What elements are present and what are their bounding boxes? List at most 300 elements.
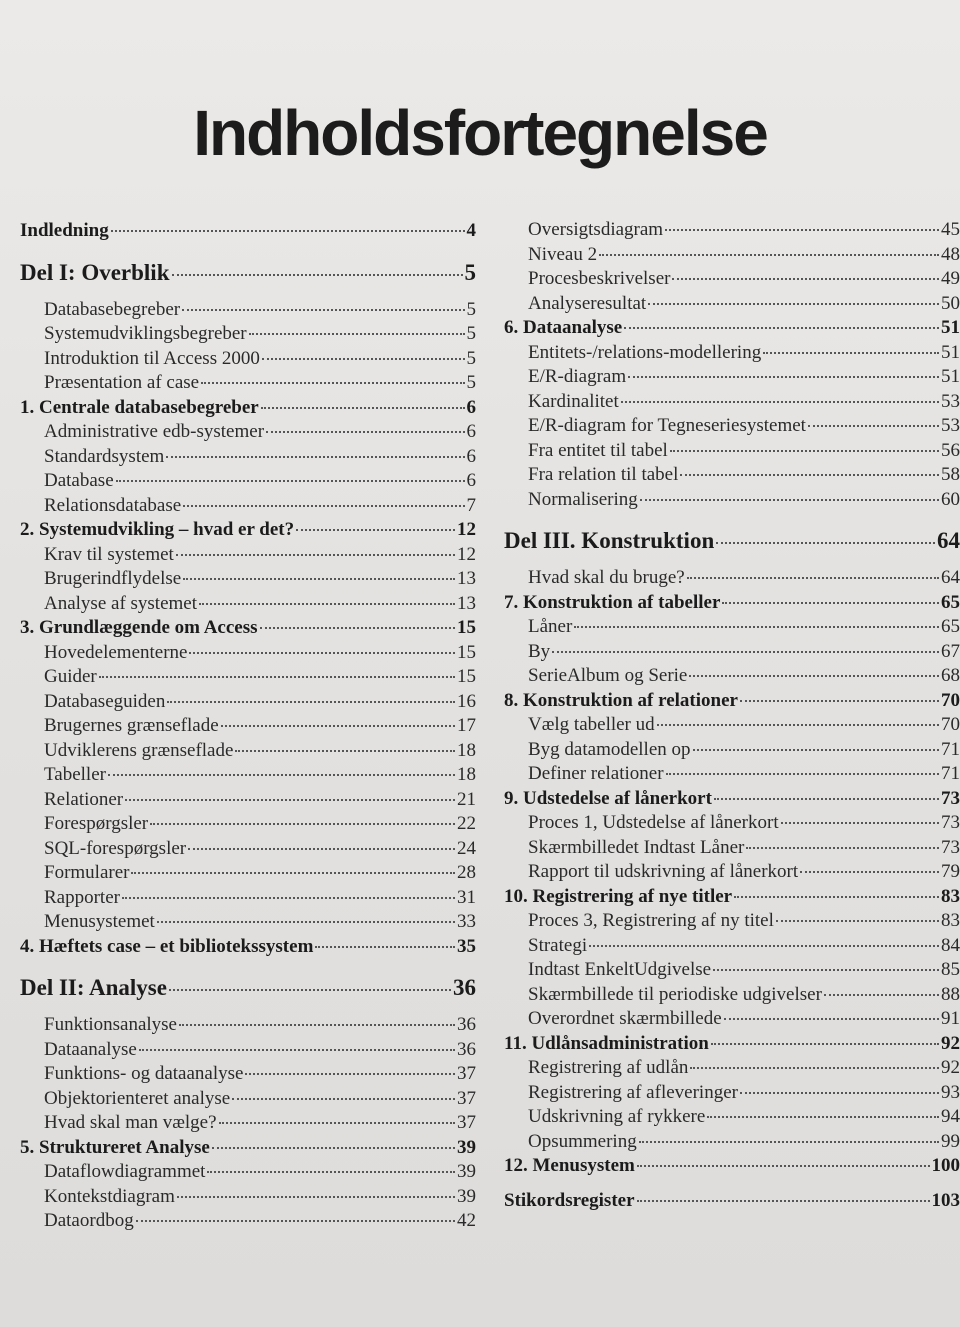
toc-entry-sub[interactable] [20, 739, 476, 764]
toc-entry-sub[interactable] [504, 267, 960, 292]
toc-entry-page: 37 [457, 1063, 476, 1084]
toc-entry-page: 36 [453, 975, 476, 1000]
dot-leader [624, 327, 939, 329]
toc-entry-label: 4. Hæftets case – et bibliotekssystem [20, 935, 314, 957]
dot-leader [111, 230, 465, 232]
toc-entry-label: Stikordsregister [504, 1189, 635, 1211]
toc-entry-page: 39 [457, 1136, 476, 1158]
toc-entry-page: 4 [466, 220, 476, 241]
toc-entry-label: 5. Struktureret Analyse [20, 1136, 210, 1158]
toc-entry-chap[interactable] [20, 396, 476, 421]
toc-entry-label: Entitets-/relations-modellering [528, 341, 762, 363]
toc-entry-label: Kontekstdiagram [44, 1185, 175, 1207]
toc-entry-page: 83 [941, 910, 960, 931]
toc-entry-sub[interactable] [504, 811, 960, 836]
toc-entry-page: 5 [464, 259, 476, 285]
toc-entry-label: Strategi [528, 934, 588, 956]
toc-entry-chap[interactable] [20, 518, 476, 543]
toc-entry-label: Tabeller [44, 764, 106, 785]
toc-entry-page: 93 [941, 1081, 960, 1103]
toc-entry-sub[interactable] [504, 958, 960, 983]
dot-leader [245, 1073, 455, 1075]
toc-entry-page: 51 [941, 341, 960, 363]
toc-entry-sub[interactable] [504, 762, 960, 787]
dot-leader [169, 989, 451, 991]
toc-entry-page: 28 [457, 862, 476, 883]
toc-entry-label: Introduktion til Access 2000 [44, 347, 260, 369]
toc-entry-label: Brugerindflydelse [44, 568, 182, 589]
toc-entry-page: 21 [457, 788, 476, 810]
dot-leader [221, 725, 455, 727]
toc-entry-page: 56 [941, 439, 960, 461]
dot-leader [125, 799, 455, 801]
toc-column-right [504, 218, 960, 1213]
toc-entry-page: 15 [457, 641, 476, 663]
toc-entry-sub[interactable] [20, 1185, 476, 1210]
toc-entry-page: 103 [931, 1189, 960, 1211]
toc-entry-page: 99 [941, 1130, 960, 1152]
toc-entry-label: 12. Menusystem [504, 1155, 635, 1176]
toc-entry-sub[interactable] [20, 420, 476, 445]
toc-entry-page: 65 [941, 591, 960, 613]
dot-leader [722, 602, 939, 604]
toc-entry-label: Registrering af afleveringer [528, 1081, 738, 1103]
toc-entry-label: Funktionsanalyse [44, 1014, 177, 1035]
toc-entry-page: 64 [941, 567, 960, 588]
toc-entry-page: 5 [466, 372, 476, 393]
toc-entry-chap[interactable] [20, 616, 476, 641]
toc-entry-sub[interactable] [20, 567, 476, 592]
toc-entry-label: 3. Grundlæggende om Access [20, 617, 258, 638]
dot-leader [207, 1171, 455, 1173]
dot-leader [552, 651, 939, 653]
dot-leader [640, 499, 939, 501]
toc-entry-part[interactable] [20, 973, 476, 1003]
toc-entry-label: Proces 3, Registrering af ny titel [528, 910, 774, 931]
toc-entry-sub[interactable] [20, 371, 476, 396]
toc-entry-sub[interactable] [20, 1087, 476, 1112]
dot-leader [734, 896, 939, 898]
dot-leader [122, 897, 455, 899]
toc-entry-page: 31 [457, 886, 476, 908]
toc-entry-label: Definer relationer [528, 763, 664, 784]
toc-entry-top[interactable] [20, 219, 476, 244]
toc-entry-sub[interactable] [20, 665, 476, 690]
dot-leader [189, 652, 455, 654]
toc-entry-chap[interactable] [504, 591, 960, 616]
toc-entry-page: 5 [466, 298, 476, 320]
toc-entry-sub[interactable] [20, 1111, 476, 1136]
toc-entry-sub[interactable] [504, 566, 960, 591]
toc-entry-sub[interactable] [504, 1130, 960, 1155]
dot-leader [800, 871, 939, 873]
toc-entry-page: 16 [457, 690, 476, 712]
toc-entry-label: Krav til systemet [44, 543, 174, 565]
toc-entry-sub[interactable] [20, 494, 476, 519]
spacer [504, 1179, 960, 1189]
toc-entry-label: SerieAlbum og Serie [528, 665, 688, 686]
toc-entry-sub[interactable] [504, 860, 960, 885]
dot-leader [166, 456, 464, 458]
toc-entry-label: Fra relation til tabel [528, 464, 679, 485]
toc-entry-label: 8. Konstruktion af relationer [504, 689, 738, 711]
dot-leader [637, 1165, 930, 1167]
toc-entry-label: Vælg tabeller ud [528, 714, 655, 735]
toc-entry-label: Objektorienteret analyse [44, 1087, 231, 1109]
spacer [504, 512, 960, 526]
toc-entry-page: 18 [457, 764, 476, 785]
toc-entry-page: 84 [941, 934, 960, 956]
dot-leader [574, 626, 939, 628]
dot-leader [763, 352, 939, 354]
toc-entry-sub[interactable] [20, 763, 476, 788]
toc-entry-label: Funktions- og dataanalyse [44, 1063, 244, 1084]
toc-entry-label: Registrering af udlån [528, 1057, 689, 1078]
dot-leader [690, 1067, 939, 1069]
toc-entry-label: Oversigtsdiagram [528, 219, 664, 240]
dot-leader [315, 946, 455, 948]
toc-entry-page: 73 [941, 787, 960, 809]
toc-entry-page: 22 [457, 813, 476, 834]
toc-entry-label: Analyseresultat [528, 292, 647, 314]
dot-leader [740, 700, 939, 702]
toc-entry-label: Brugernes grænseflade [44, 715, 219, 736]
toc-entry-label: Analyse af systemet [44, 592, 198, 614]
dot-leader [589, 945, 939, 947]
toc-entry-label: Database [44, 470, 114, 491]
toc-entry-page: 17 [457, 715, 476, 736]
toc-entry-sub[interactable] [20, 1160, 476, 1185]
toc-entry-label: 11. Udlånsadministration [504, 1032, 709, 1054]
dot-leader [177, 1196, 455, 1198]
toc-entry-label: Administrative edb-systemer [44, 421, 265, 442]
toc-entry-chap[interactable] [504, 689, 960, 714]
toc-entry-page: 100 [931, 1155, 960, 1176]
toc-entry-page: 70 [941, 689, 960, 711]
dot-leader [99, 676, 455, 678]
toc-entry-sub[interactable] [504, 390, 960, 415]
toc-entry-label: E/R-diagram for Tegneseriesystemet [528, 415, 806, 436]
toc-entry-page: 37 [457, 1087, 476, 1109]
toc-entry-label: 7. Konstruktion af tabeller [504, 591, 721, 613]
toc-entry-label: Rapport til udskrivning af lånerkort [528, 861, 799, 882]
toc-entry-label: Hvad skal man vælge? [44, 1112, 217, 1133]
dot-leader [639, 1141, 939, 1143]
toc-entry-chap[interactable] [504, 1154, 960, 1179]
toc-entry-label: 6. Dataanalyse [504, 317, 623, 338]
toc-entry-sub[interactable] [20, 1038, 476, 1063]
dot-leader [687, 577, 939, 579]
toc-entry-sub[interactable] [504, 243, 960, 268]
dot-leader [672, 278, 939, 280]
toc-entry-page: 7 [466, 494, 476, 516]
toc-entry-label: Relationer [44, 788, 124, 810]
toc-entry-page: 39 [457, 1185, 476, 1207]
toc-entry-label: Del III. Konstruktion [504, 528, 715, 553]
toc-entry-sub[interactable] [20, 347, 476, 372]
toc-entry-part[interactable] [504, 526, 960, 556]
toc-entry-page: 51 [941, 366, 960, 387]
dot-leader [131, 872, 455, 874]
toc-entry-page: 12 [457, 519, 476, 540]
toc-entry-page: 13 [457, 592, 476, 614]
dot-leader [157, 921, 455, 923]
toc-entry-page: 79 [941, 861, 960, 882]
toc-entry-label: Dataanalyse [44, 1038, 137, 1060]
toc-entry-page: 6 [466, 421, 476, 442]
toc-entry-chap[interactable] [504, 316, 960, 341]
toc-entry-top[interactable] [504, 1189, 960, 1214]
toc-entry-label: Opsummering [528, 1130, 637, 1152]
toc-entry-sub[interactable] [504, 463, 960, 488]
toc-entry-label: 9. Udstedelse af lånerkort [504, 787, 712, 809]
toc-entry-sub[interactable] [504, 365, 960, 390]
toc-entry-page: 92 [941, 1032, 960, 1054]
dot-leader [689, 675, 939, 677]
spacer [20, 1003, 476, 1013]
dot-leader [260, 627, 456, 629]
dot-leader [261, 407, 465, 409]
toc-entry-page: 5 [466, 347, 476, 369]
toc-entry-sub[interactable] [504, 738, 960, 763]
toc-entry-page: 51 [941, 317, 960, 338]
spacer [20, 959, 476, 973]
toc-entry-page: 37 [457, 1112, 476, 1133]
dot-leader [781, 822, 939, 824]
dot-leader [201, 382, 464, 384]
toc-entry-label: Præsentation af case [44, 372, 200, 393]
toc-entry-label: Forespørgsler [44, 813, 149, 834]
dot-leader [648, 303, 939, 305]
dot-leader [176, 554, 455, 556]
dot-leader [666, 773, 939, 775]
toc-entry-label: Indledning [20, 220, 109, 241]
toc-entry-sub[interactable] [20, 886, 476, 911]
toc-entry-page: 73 [941, 812, 960, 833]
toc-entry-page: 50 [941, 292, 960, 314]
toc-entry-page: 24 [457, 837, 476, 859]
toc-entry-label: Niveau 2 [528, 243, 598, 265]
dot-leader [249, 333, 465, 335]
toc-entry-page: 88 [941, 983, 960, 1005]
dot-leader [183, 578, 455, 580]
toc-entry-sub[interactable] [504, 615, 960, 640]
dot-leader [266, 431, 464, 433]
dot-leader [296, 529, 455, 531]
toc-entry-sub[interactable] [20, 690, 476, 715]
toc-entry-page: 85 [941, 959, 960, 980]
toc-entry-label: Systemudviklingsbegreber [44, 323, 247, 344]
toc-entry-chap[interactable] [504, 885, 960, 910]
dot-leader [621, 401, 939, 403]
dot-leader [232, 1098, 455, 1100]
toc-entry-label: Menusystemet [44, 911, 155, 932]
toc-entry-sub[interactable] [20, 641, 476, 666]
dot-leader [740, 1092, 939, 1094]
dot-leader [716, 542, 935, 544]
toc-entry-sub[interactable] [504, 1007, 960, 1032]
toc-entry-sub[interactable] [504, 488, 960, 513]
toc-entry-label: Udskrivning af rykkere [528, 1106, 706, 1127]
toc-entry-page: 65 [941, 616, 960, 637]
toc-entry-sub[interactable] [504, 934, 960, 959]
toc-entry-label: Hvad skal du bruge? [528, 567, 685, 588]
toc-entry-sub[interactable] [504, 983, 960, 1008]
toc-entry-label: Formularer [44, 862, 130, 883]
toc-entry-page: 73 [941, 836, 960, 858]
dot-leader [262, 358, 465, 360]
toc-entry-part[interactable] [20, 258, 476, 288]
toc-entry-label: Overordnet skærmbillede [528, 1008, 722, 1029]
toc-entry-page: 71 [941, 738, 960, 760]
toc-entry-page: 92 [941, 1057, 960, 1078]
toc-entry-page: 60 [941, 488, 960, 510]
toc-entry-page: 45 [941, 219, 960, 240]
toc-entry-label: Procesbeskrivelser [528, 268, 671, 289]
toc-entry-sub[interactable] [504, 292, 960, 317]
dot-leader [167, 701, 455, 703]
toc-entry-page: 18 [457, 739, 476, 761]
toc-entry-sub[interactable] [20, 1013, 476, 1038]
toc-entry-label: Fra entitet til tabel [528, 439, 668, 461]
toc-entry-page: 5 [466, 323, 476, 344]
toc-entry-label: Kardinalitet [528, 390, 619, 412]
toc-entry-sub[interactable] [20, 592, 476, 617]
dot-leader [808, 425, 939, 427]
toc-entry-page: 68 [941, 665, 960, 686]
dot-leader [665, 229, 939, 231]
dot-leader [179, 1024, 455, 1026]
toc-entry-sub[interactable] [20, 543, 476, 568]
toc-entry-page: 49 [941, 268, 960, 289]
toc-entry-label: Proces 1, Udstedelse af lånerkort [528, 812, 779, 833]
toc-entry-sub[interactable] [504, 1105, 960, 1130]
toc-entry-page: 53 [941, 390, 960, 412]
toc-entry-page: 6 [466, 445, 476, 467]
toc-entry-sub[interactable] [20, 910, 476, 935]
dot-leader [824, 994, 939, 996]
toc-entry-sub[interactable] [20, 714, 476, 739]
dot-leader [219, 1122, 455, 1124]
toc-entry-label: Relationsdatabase [44, 494, 182, 516]
toc-entry-chap[interactable] [504, 787, 960, 812]
toc-entry-sub[interactable] [20, 1209, 476, 1234]
toc-entry-label: Del I: Overblik [20, 259, 170, 285]
toc-entry-label: Indtast EnkeltUdgivelse [528, 959, 712, 980]
toc-entry-sub[interactable] [504, 218, 960, 243]
toc-entry-sub[interactable] [20, 322, 476, 347]
page-title: Indholdsfortegnelse [193, 97, 767, 169]
toc-entry-sub[interactable] [20, 298, 476, 323]
toc-entry-page: 39 [457, 1161, 476, 1182]
toc-entry-sub[interactable] [20, 837, 476, 862]
dot-leader [628, 376, 939, 378]
toc-entry-page: 33 [457, 911, 476, 932]
toc-entry-sub[interactable] [20, 861, 476, 886]
toc-entry-sub[interactable] [504, 414, 960, 439]
toc-entry-label: Skærmbilledet Indtast Låner [528, 836, 745, 858]
dot-leader [776, 920, 939, 922]
toc-entry-page: 15 [457, 617, 476, 638]
toc-entry-sub[interactable] [20, 469, 476, 494]
toc-entry-page: 13 [457, 568, 476, 589]
toc-entry-sub[interactable] [20, 1062, 476, 1087]
toc-entry-sub[interactable] [20, 445, 476, 470]
dot-leader [116, 480, 465, 482]
toc-entry-page: 48 [941, 243, 960, 265]
toc-entry-sub[interactable] [504, 664, 960, 689]
toc-entry-sub[interactable] [20, 788, 476, 813]
toc-entry-page: 83 [941, 885, 960, 907]
dot-leader [150, 823, 455, 825]
dot-leader [136, 1220, 455, 1222]
toc-entry-page: 36 [457, 1014, 476, 1035]
toc-entry-sub[interactable] [504, 836, 960, 861]
toc-entry-sub[interactable] [504, 713, 960, 738]
toc-entry-chap[interactable] [20, 935, 476, 960]
toc-entry-label: Databaseguiden [44, 690, 166, 712]
dot-leader [693, 749, 939, 751]
dot-leader [637, 1200, 930, 1202]
toc-column-left [20, 219, 476, 1234]
toc-entry-chap[interactable] [504, 1032, 960, 1057]
toc-entry-sub[interactable] [504, 439, 960, 464]
toc-entry-label: Dataordbog [44, 1210, 134, 1231]
toc-entry-label: Hovedelementerne [44, 641, 188, 663]
toc-entry-sub[interactable] [504, 640, 960, 665]
toc-entry-page: 6 [466, 396, 476, 418]
toc-entry-page: 6 [466, 470, 476, 491]
toc-entry-label: Byg datamodellen op [528, 738, 691, 760]
dot-leader [172, 274, 463, 276]
dot-leader [212, 1147, 455, 1149]
toc-entry-page: 42 [457, 1210, 476, 1231]
toc-entry-label: 2. Systemudvikling – hvad er det? [20, 519, 295, 540]
dot-leader [670, 450, 939, 452]
dot-leader [724, 1018, 939, 1020]
toc-entry-page: 70 [941, 714, 960, 735]
toc-entry-sub[interactable] [504, 341, 960, 366]
toc-entry-label: E/R-diagram [528, 366, 627, 387]
toc-entry-page: 71 [941, 763, 960, 784]
toc-entry-label: 1. Centrale databasebegreber [20, 396, 259, 418]
toc-entry-label: Normalisering [528, 488, 638, 510]
toc-entry-sub[interactable] [20, 812, 476, 837]
dot-leader [711, 1043, 939, 1045]
dot-leader [139, 1049, 455, 1051]
dot-leader [183, 505, 464, 507]
toc-entry-page: 67 [941, 640, 960, 662]
dot-leader [713, 969, 939, 971]
dot-leader [108, 774, 455, 776]
toc-entry-label: Dataflowdiagrammet [44, 1161, 206, 1182]
toc-entry-page: 35 [457, 935, 476, 957]
dot-leader [182, 309, 464, 311]
toc-entry-page: 94 [941, 1106, 960, 1127]
toc-entry-sub[interactable] [504, 1081, 960, 1106]
toc-entry-page: 12 [457, 543, 476, 565]
toc-entry-label: Rapporter [44, 886, 120, 908]
dot-leader [199, 603, 455, 605]
toc-entry-sub[interactable] [504, 909, 960, 934]
toc-entry-page: 53 [941, 415, 960, 436]
toc-entry-chap[interactable] [20, 1136, 476, 1161]
toc-entry-label: Standardsystem [44, 445, 165, 467]
toc-entry-page: 91 [941, 1008, 960, 1029]
spacer [20, 288, 476, 298]
toc-entry-sub[interactable] [504, 1056, 960, 1081]
toc-entry-label: Databasebegreber [44, 298, 181, 320]
